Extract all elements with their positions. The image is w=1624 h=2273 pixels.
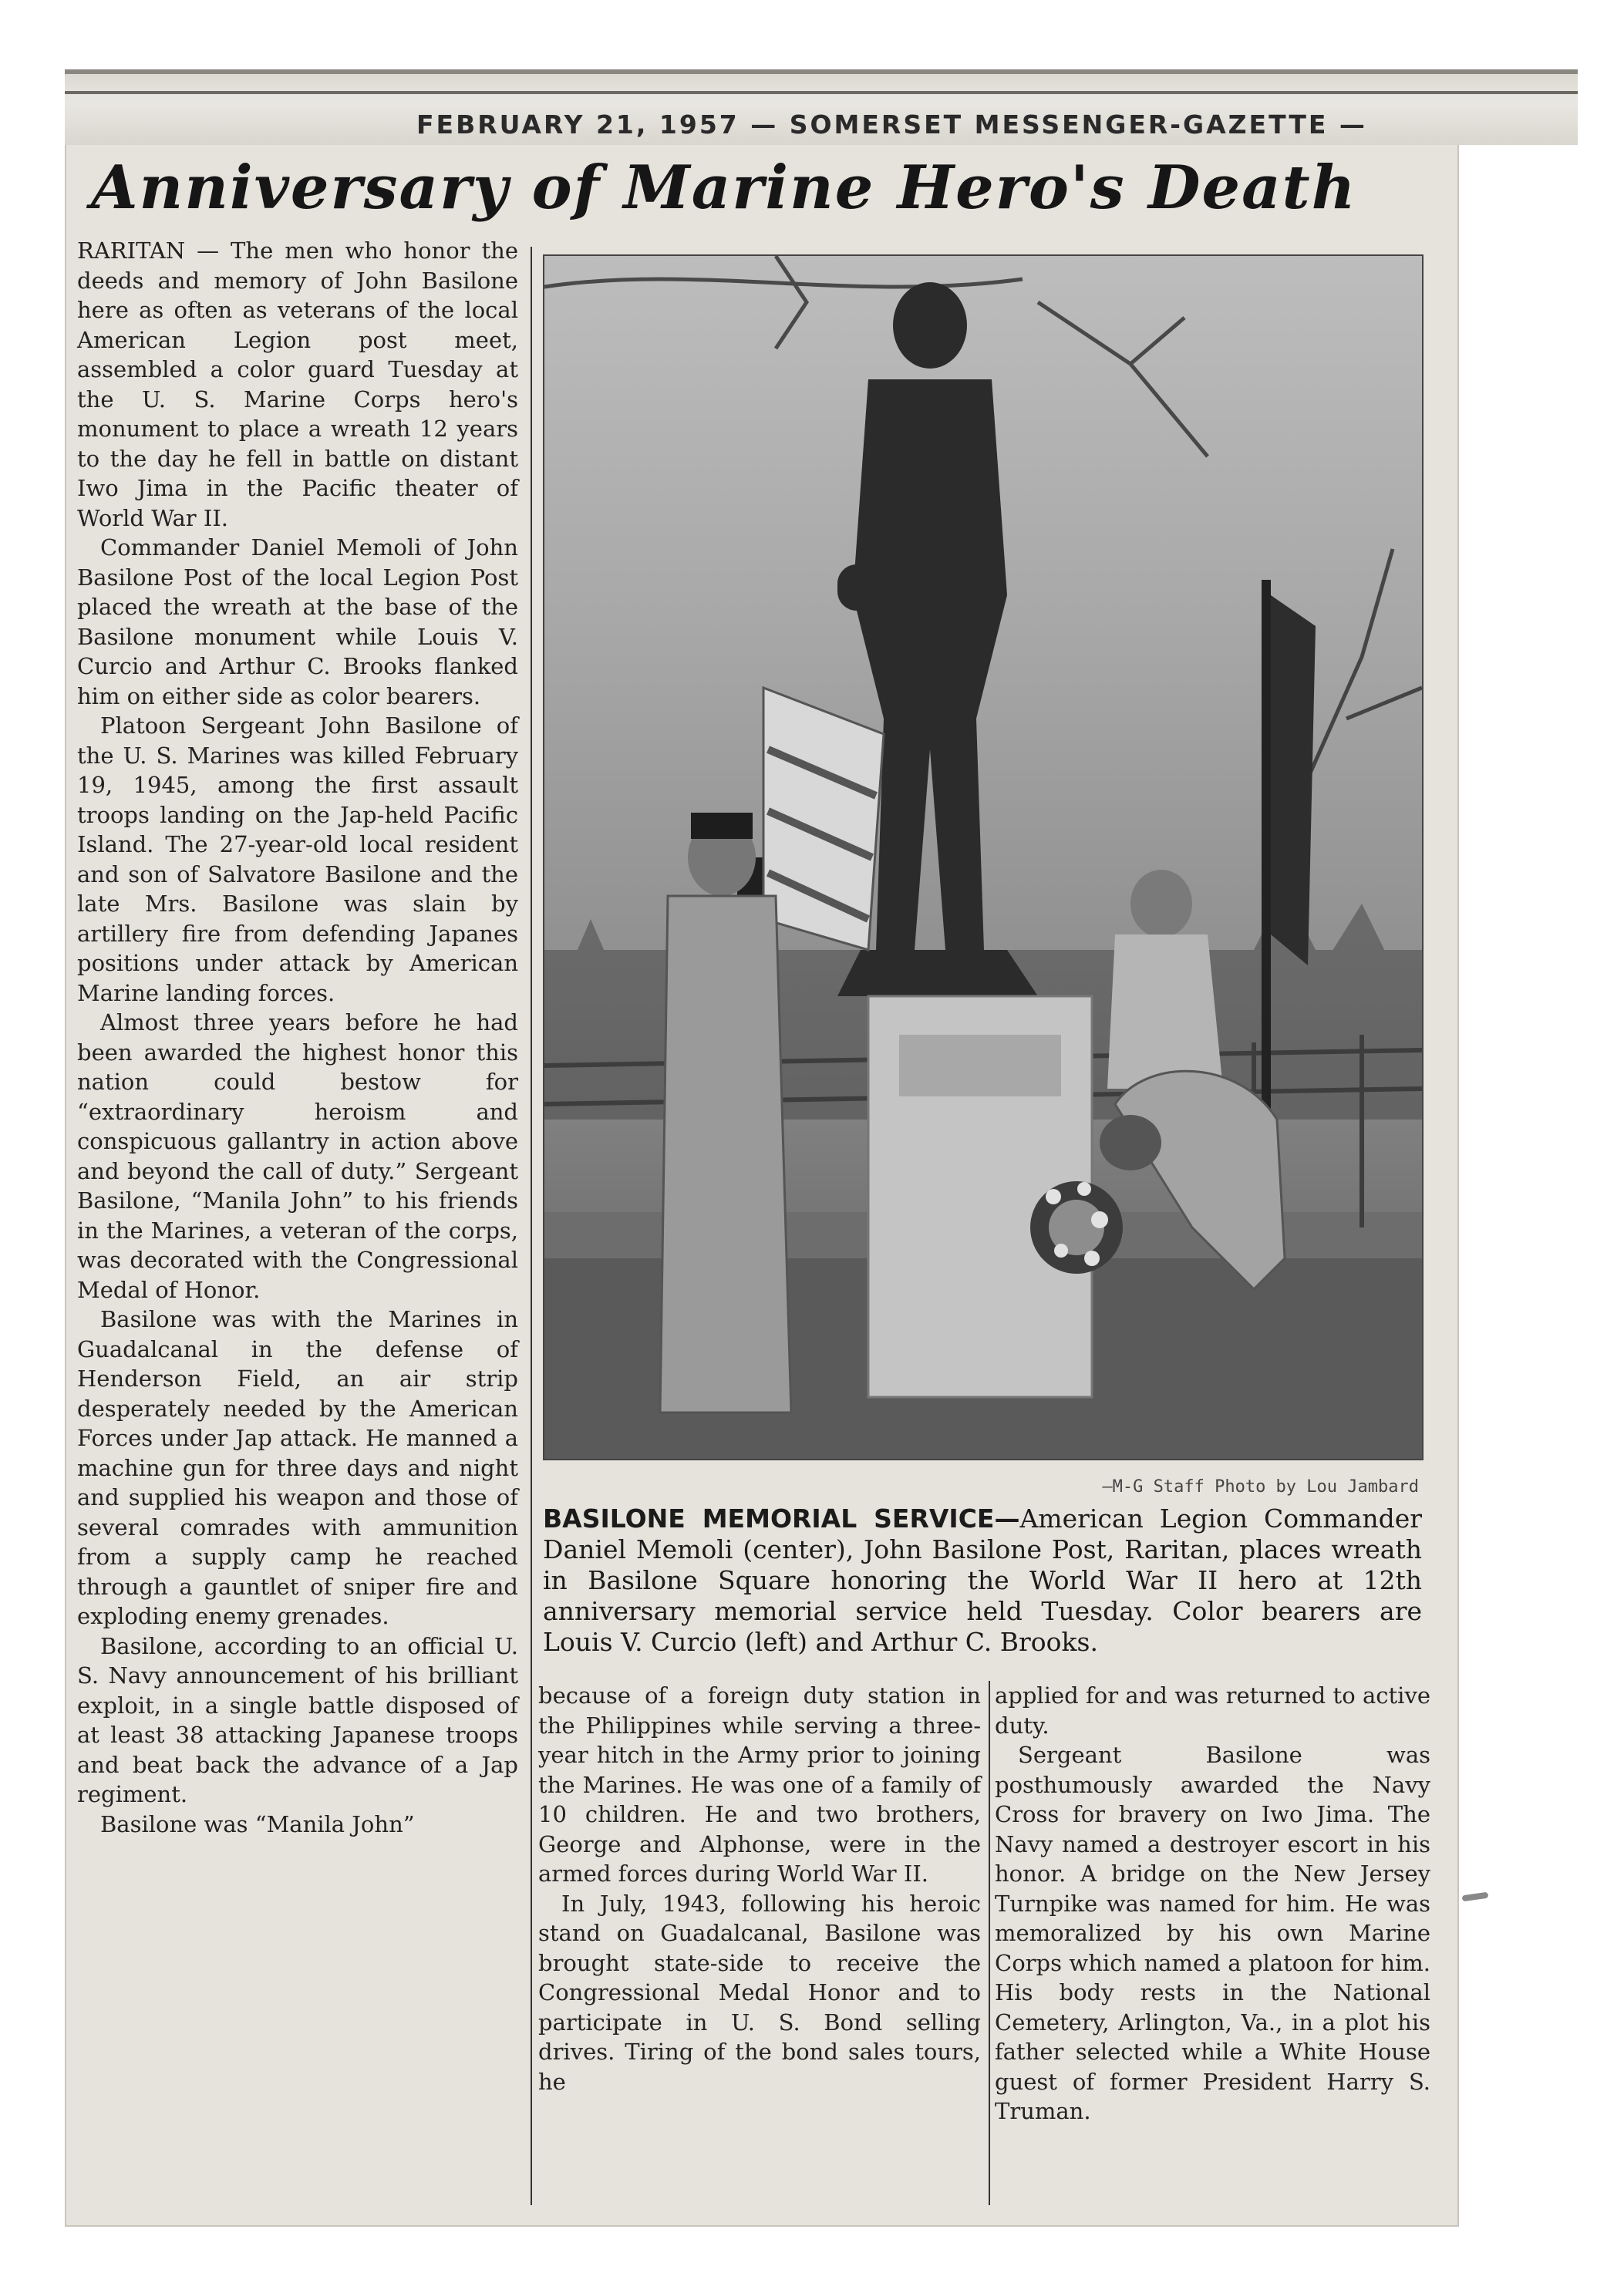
column3-paragraph-2: Sergeant Basilone was posthumously awarded the Navy Cross for bravery on Iwo Jima. The Navy named a destroyer escort in his honor. A bridge on the New Jersey Turnpike was named for him. He was memoralized by his own Marine Corps which named a platoon for him. His body rests in the National Cemetery, Arlington, Va., in a plot his father selected while a White House guest of former President Harry S. Truman. [995, 1742, 1430, 2124]
column1-paragraph-1: RARITAN — The men who honor the deeds and memory of John Basilone here as often as veterans of the local American Legion post meet, assembled a color guard Tuesday at the U. S. Marine Corps hero's monument to place a wreath 12 years to the day he fell in battle on distant Iwo Jima in the Pacific theater of World War II. [77, 237, 518, 531]
photo-caption [543, 1504, 1422, 1658]
caption-text: American Legion Commander Daniel Memoli (center), John Basilone Post, Raritan, places wreath in Basilone Square honoring the World War II hero at 12th anniversary memorial service held Tuesday. Color bearers are Louis V. Curcio (left) and Arthur C. Brooks. [543, 1504, 1422, 1657]
column-rule-2 [989, 1681, 990, 2205]
column3-paragraph-1: applied for and was returned to active duty. [995, 1682, 1430, 1739]
article-column-1 [77, 236, 518, 1839]
ink-smudge [1462, 1892, 1489, 1902]
photo-credit: —M-G Staff Photo by Lou Jambard [1102, 1477, 1419, 1497]
article-column-3 [995, 1681, 1430, 2127]
column1-paragraph-4: Almost three years before he had been awarded the highest honor this nation could bestow for “extraordinary heroism and conspicuous gallantry in action above and beyond the call of duty.” Sergeant Basilone, “Manila John” to his friends in the Marines, a veteran of the corps, was decorated with the Congressional Medal of Honor. [77, 1009, 518, 1303]
caption-lead: BASILONE MEMORIAL SERVICE— [543, 1504, 1020, 1534]
column1-paragraph-3: Platoon Sergeant John Basilone of the U. S. Marines was killed February 19, 1945, among the first assault troops landing on the Jap-held Pacific Island. The 27-year-old local resident and son of Salvatore Basilone and the late Mrs. Basilone was slain by artillery fire from defending Japanes positions under attack by American Marine landing forces. [77, 712, 518, 1006]
memorial-photograph [543, 254, 1424, 1460]
masthead-rule [65, 91, 1578, 94]
column2-paragraph-1: because of a foreign duty station in the Philippines while serving a three-year hitch in the Army prior to joining the Marines. He was one of a family of 10 children. He and two brothers, George and Alphonse, were in the armed forces during World War II. [538, 1682, 981, 1887]
dateline: FEBRUARY 21, 1957 — SOMERSET MESSENGER-GAZETTE — [416, 109, 1367, 140]
column2-paragraph-2: In July, 1943, following his heroic stand on Guadalcanal, Basilone was brought state-side to receive the Congressional Medal Honor and to participate in U. S. Bond selling drives. Tiring of the bond sales tours, he [538, 1890, 981, 2095]
column1-paragraph-6: Basilone, according to an official U. S. Navy announcement of his brilliant exploit, in a single battle disposed of at least 38 attacking Japanese troops and beat back the advance of a Jap regiment. [77, 1632, 518, 1807]
column-rule-1 [531, 247, 532, 2205]
column1-paragraph-7: Basilone was “Manila John” [100, 1810, 415, 1837]
column1-paragraph-2: Commander Daniel Memoli of John Basilone Post of the local Legion Post placed the wreath at the base of the Basilone monument while Louis V. Curcio and Arthur C. Brooks flanked him on either side as color bearers. [77, 534, 518, 709]
headline: Anniversary of Marine Hero's Death [91, 153, 1357, 223]
article-column-2 [538, 1681, 981, 2096]
photo-illustration [544, 256, 1422, 1459]
column1-paragraph-5: Basilone was with the Marines in Guadalcanal in the defense of Henderson Field, an air strip desperately needed by the American Forces under Jap attack. He manned a machine gun for three days and night and supplied his weapon and those of several comrades with ammunition from a supply camp he reached through a gauntlet of sniper fire and exploding enemy grenades. [77, 1306, 518, 1629]
